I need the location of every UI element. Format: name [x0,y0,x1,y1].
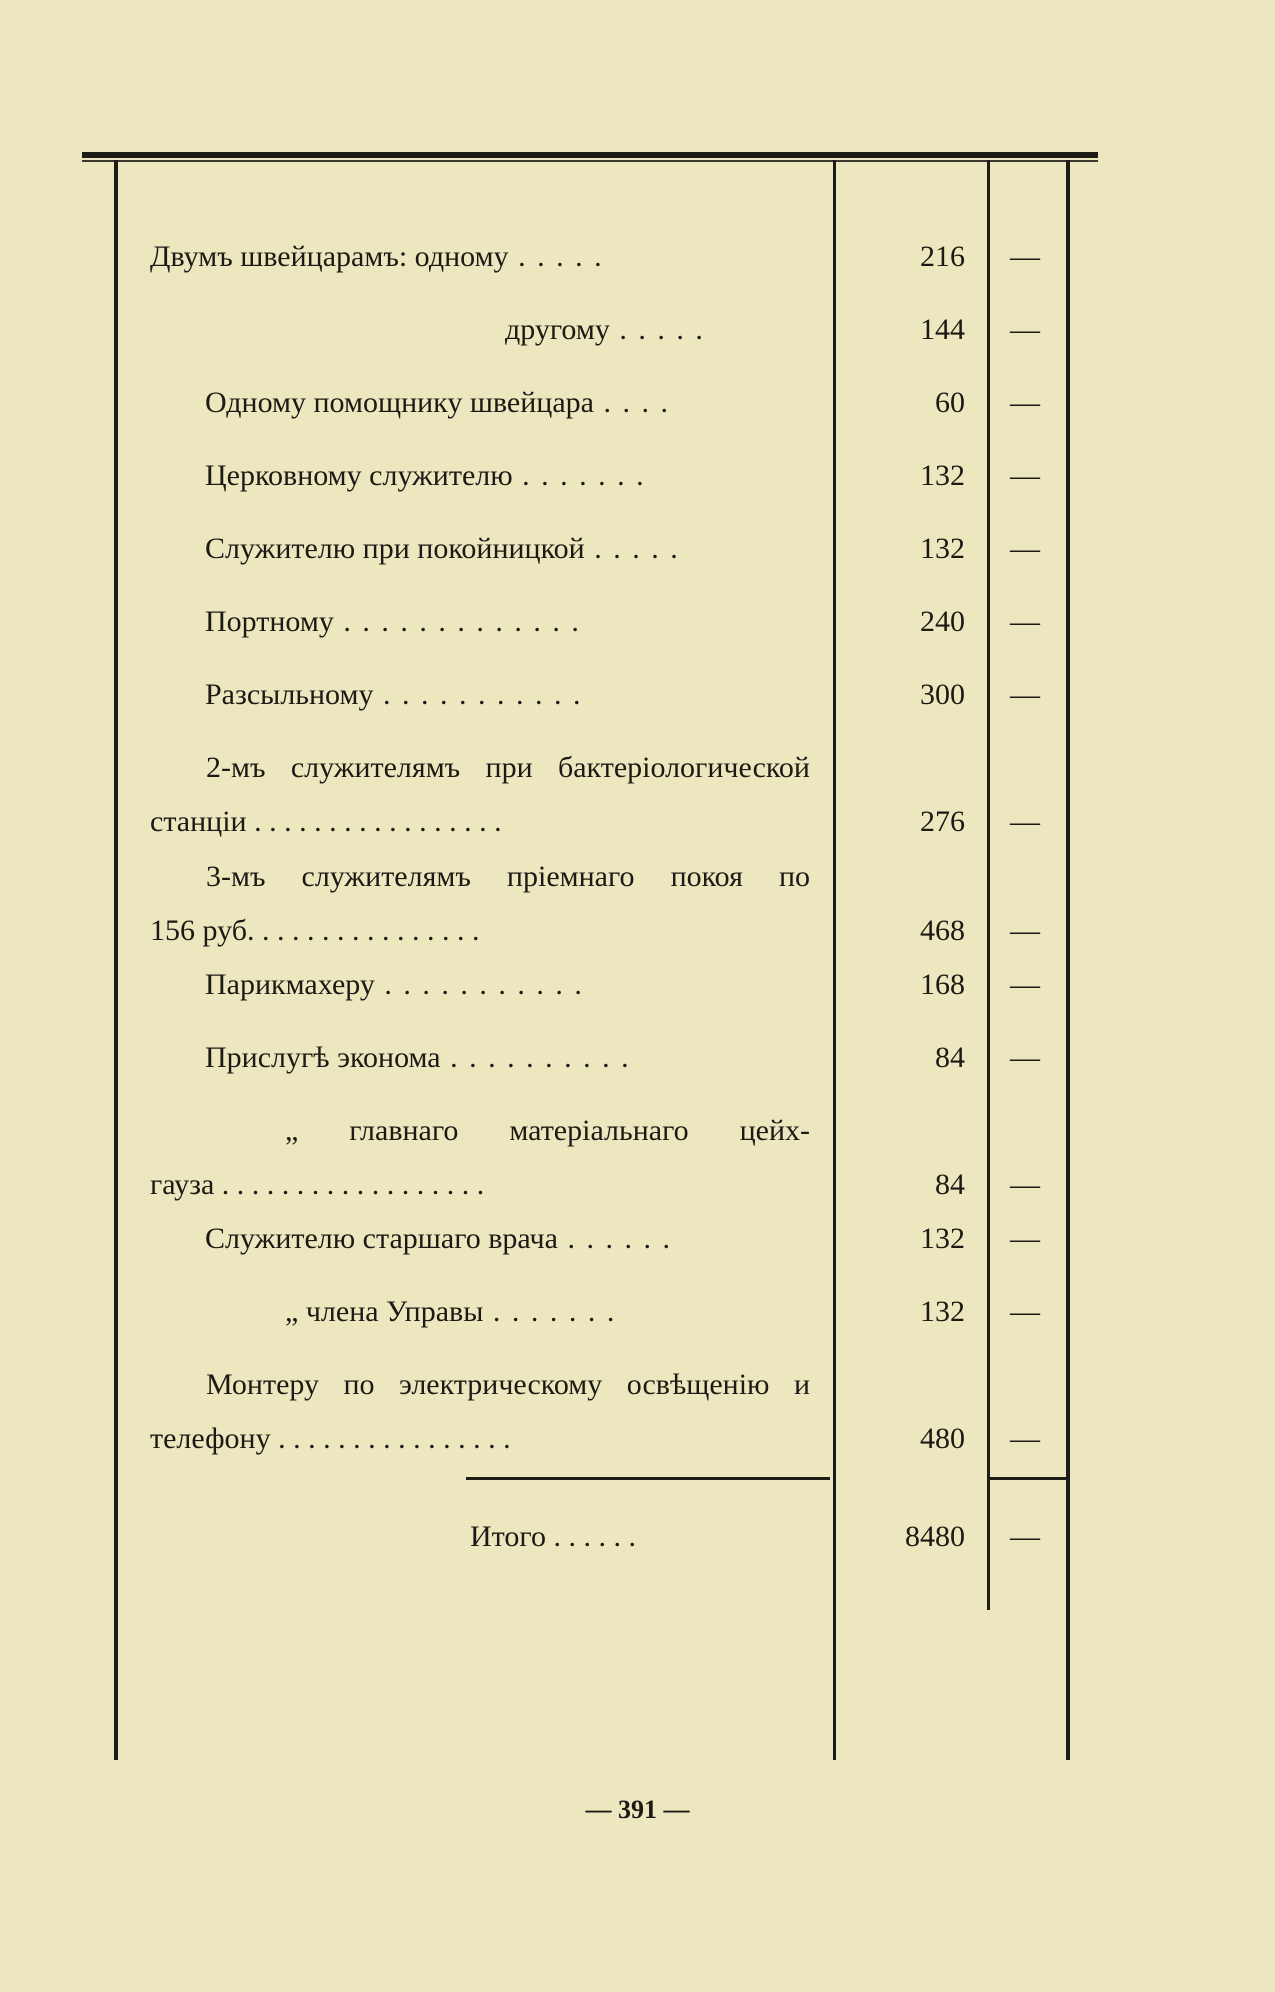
row-dash: — [1010,386,1040,419]
row-label [150,1104,810,1212]
row-label: „ члена Управы . . . . . . . [285,1295,617,1328]
row-dash: — [1010,313,1040,346]
row-dash: — [1010,968,1040,1001]
row-amount: 240 [920,605,965,638]
row-label-line1: 2-мъ служителямъ при бактеріологической [206,751,810,784]
row-amount: 132 [920,1295,965,1328]
total-amount: 8480 [905,1520,965,1553]
total-rule-left [466,1477,830,1480]
row-amount: 132 [920,459,965,492]
row-label [150,1358,810,1466]
row-dash: — [1010,1422,1040,1455]
row-label: Церковному служителю . . . . . . . [205,459,646,492]
row-label-line1: 3-мъ служителямъ пріемнаго покоя по [206,860,810,893]
amount-column-line-right [987,160,990,1610]
row-label-line1: „ главнаго матеріальнаго цейх- [285,1114,810,1147]
row-label-line2: телефону . . . . . . . . . . . . . . . . [150,1422,511,1455]
row-amount: 144 [920,313,965,346]
row-amount: 84 [935,1168,965,1201]
row-label: Разсыльному . . . . . . . . . . . [205,678,583,711]
row-amount: 276 [920,805,965,838]
right-border-line [1066,160,1070,1760]
row-dash: — [1010,805,1040,838]
row-amount: 468 [920,914,965,947]
row-label [150,741,810,849]
row-amount: 132 [920,532,965,565]
row-dash: — [1010,1041,1040,1074]
row-label: Служителю старшаго врача . . . . . . [205,1222,672,1255]
row-amount: 216 [920,240,965,273]
left-border-line [114,160,118,1760]
row-amount: 300 [920,678,965,711]
top-rule-thin [82,160,1098,162]
row-dash: — [1010,605,1040,638]
row-dash: — [1010,459,1040,492]
row-amount: 84 [935,1041,965,1074]
total-label: Итого . . . . . . [470,1520,636,1553]
row-label: Служителю при покойницкой . . . . . [205,532,680,565]
row-label: Прислугѣ эконома . . . . . . . . . . [205,1041,631,1074]
row-label-line2: 156 руб. . . . . . . . . . . . . . . . [150,914,480,947]
page-number: — 391 — [585,1795,690,1824]
row-dash: — [1010,1168,1040,1201]
row-label [150,850,810,958]
row-label: Портному . . . . . . . . . . . . . [205,605,581,638]
row-amount: 168 [920,968,965,1001]
row-dash: — [1010,1295,1040,1328]
row-dash: — [1010,532,1040,565]
row-label-line2: гауза . . . . . . . . . . . . . . . . . . [150,1168,485,1201]
top-rule [82,152,1098,158]
row-dash: — [1010,678,1040,711]
row-label-line2: станціи . . . . . . . . . . . . . . . . . [150,805,502,838]
total-dash: — [1010,1520,1040,1553]
row-amount: 132 [920,1222,965,1255]
row-label: Одному помощнику швейцара . . . . [205,386,670,419]
amount-column-line-left [833,160,836,1760]
row-dash: — [1010,240,1040,273]
row-amount: 480 [920,1422,965,1455]
row-dash: — [1010,914,1040,947]
row-label: Парикмахеру . . . . . . . . . . . [205,968,584,1001]
row-label: другому . . . . . [505,313,705,346]
row-dash: — [1010,1222,1040,1255]
total-rule-right [990,1477,1066,1480]
row-label-line1: Монтеру по электрическому освѣщенію и [206,1368,810,1401]
row-label: Двумъ швейцарамъ: одному . . . . . [150,240,604,273]
row-amount: 60 [935,386,965,419]
